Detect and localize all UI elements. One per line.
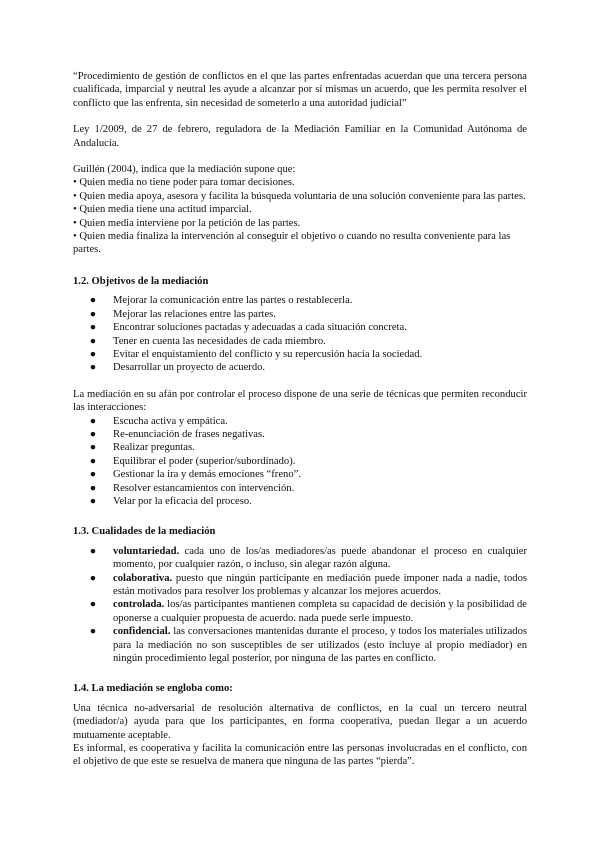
bullet-icon: ● (89, 469, 97, 481)
quality-text: puesto que ningún participante en mediación puede imponer nada a nadie, todos están motivados para resolver los problemas y alcanzar los mejores acuerdos. (113, 572, 527, 597)
quality-text: los/as participantes mantienen completa su capacidad de decisión y la posibilidad de oponerse a cualquier propuesta de acuerdo. nada puede serle impuesto. (113, 599, 527, 624)
list-item: ● Gestionar la ira y demás emociones “freno”. (86, 468, 527, 481)
quality-term: confidencial. (113, 626, 171, 638)
mediation-definition: Una técnica no-adversarial de resolución alternativa de conflictos, en la cual un tercero neutral (mediador/a) ayuda para que los participantes, en forma cooperativa, puedan llegar a un acuerdo mutuamente aceptable. (73, 702, 527, 741)
mediation-informal: Es informal, es cooperativa y facilita la comunicación entre las personas involucradas en el conflicto, con el objetivo de que este se resuelva de manera que ninguna de las partes “pierda”. (73, 743, 527, 768)
quality-text: las conversaciones mantenidas durante el proceso, y todos los materiales utilizados para la mediación no son susceptibles de ser utilizados (esto incluye al propio mediador) en ningún procedimiento legal posterior, por ninguna de las partes en conflicto. (113, 626, 527, 665)
quality-term: controlada. (113, 599, 165, 611)
list-item (86, 545, 527, 572)
list-item: ● Mejorar la comunicación entre las partes o restablecerla. (86, 294, 527, 307)
guillen-intro: Guillén (2004), indica que la mediación supone que: (73, 164, 296, 176)
list-item: ● Escucha activa y empática. (86, 415, 527, 428)
list-item: ● Re-enunciación de frases negativas. (86, 428, 527, 441)
bullet-icon: ● (89, 428, 97, 440)
bullet-icon: ● (89, 572, 97, 584)
bullet-icon: ● (89, 599, 97, 611)
techniques-intro: La mediación en su afán por controlar el proceso dispone de una serie de técnicas que permiten reconducir las interacciones: (73, 388, 527, 414)
list-item: ● Realizar preguntas. (86, 441, 527, 454)
list-item: ● Desarrollar un proyecto de acuerdo. (86, 361, 527, 374)
bullet-icon: ● (89, 482, 97, 494)
list-item (86, 598, 527, 625)
quality-term: voluntariedad. (113, 545, 180, 557)
list-item: ● Tener en cuenta las necesidades de cada miembro. (86, 335, 527, 348)
qualities-list (73, 545, 527, 666)
bullet-icon: ● (89, 442, 97, 454)
guillen-item: • Quien media finaliza la intervención al conseguir el objetivo o cuando no resulta conveniente para las partes. (73, 231, 511, 256)
bullet-icon: ● (89, 545, 97, 557)
list-item: ● Resolver estancamientos con intervención. (86, 482, 527, 495)
bullet-icon: ● (89, 295, 97, 307)
bullet-icon: ● (89, 415, 97, 427)
guillen-item: • Quien media no tiene poder para tomar decisiones. (73, 177, 295, 189)
quality-text: cada uno de los/as mediadores/as puede abandonar el proceso en cualquier momento, por cualquier razón, o incluso, sin alegar razón alguna. (113, 545, 527, 571)
section-heading-engloba: 1.4. La mediación se engloba como: (73, 683, 233, 695)
list-item: ● Velar por la eficacia del proceso. (86, 495, 527, 508)
list-item: ● Mejorar las relaciones entre las partes. (86, 308, 527, 321)
section-heading-objetivos: 1.2. Objetivos de la mediación (73, 275, 209, 287)
bullet-icon: ● (89, 495, 97, 507)
law-reference: Ley 1/2009, de 27 de febrero, reguladora de la Mediación Familiar en la Comunidad Autónoma de Andalucía. (73, 124, 527, 149)
list-item (86, 625, 527, 665)
techniques-list (73, 415, 527, 509)
definition-quote: “Procedimiento de gestión de conflictos en el que las partes enfrentadas acuerdan que una tercera persona cualificada, imparcial y neutral les ayude a alcanzar por sí mismas un acuerdo, que les permita resolver el conflicto que las enfrenta, sin necesidad de someterlo a una autoridad judicial” (73, 71, 527, 109)
bullet-icon: ● (89, 362, 97, 374)
guillen-item: • Quien media tiene una actitud imparcial. (73, 204, 252, 216)
quality-term: colaborativa. (113, 572, 173, 584)
bullet-icon: ● (89, 348, 97, 360)
list-item: ● Encontrar soluciones pactadas y adecuadas a cada situación concreta. (86, 321, 527, 334)
bullet-icon: ● (89, 308, 97, 320)
list-item (86, 572, 527, 599)
guillen-item: • Quien media apoya, asesora y facilita la búsqueda voluntaria de una solución conveniente para las partes. (73, 190, 526, 202)
list-item: ● Evitar el enquistamiento del conflicto y su repercusión hacia la sociedad. (86, 348, 527, 361)
list-item: ● Equilibrar el poder (superior/subordinado). (86, 455, 527, 468)
bullet-icon: ● (89, 626, 97, 638)
section-heading-cualidades: 1.3. Cualidades de la mediación (73, 526, 216, 538)
guillen-item: • Quien media interviene por la petición de las partes. (73, 217, 301, 229)
bullet-icon: ● (89, 335, 97, 347)
bullet-icon: ● (89, 455, 97, 467)
bullet-icon: ● (89, 322, 97, 334)
guillen-block (73, 163, 527, 257)
objectives-list (73, 294, 527, 374)
